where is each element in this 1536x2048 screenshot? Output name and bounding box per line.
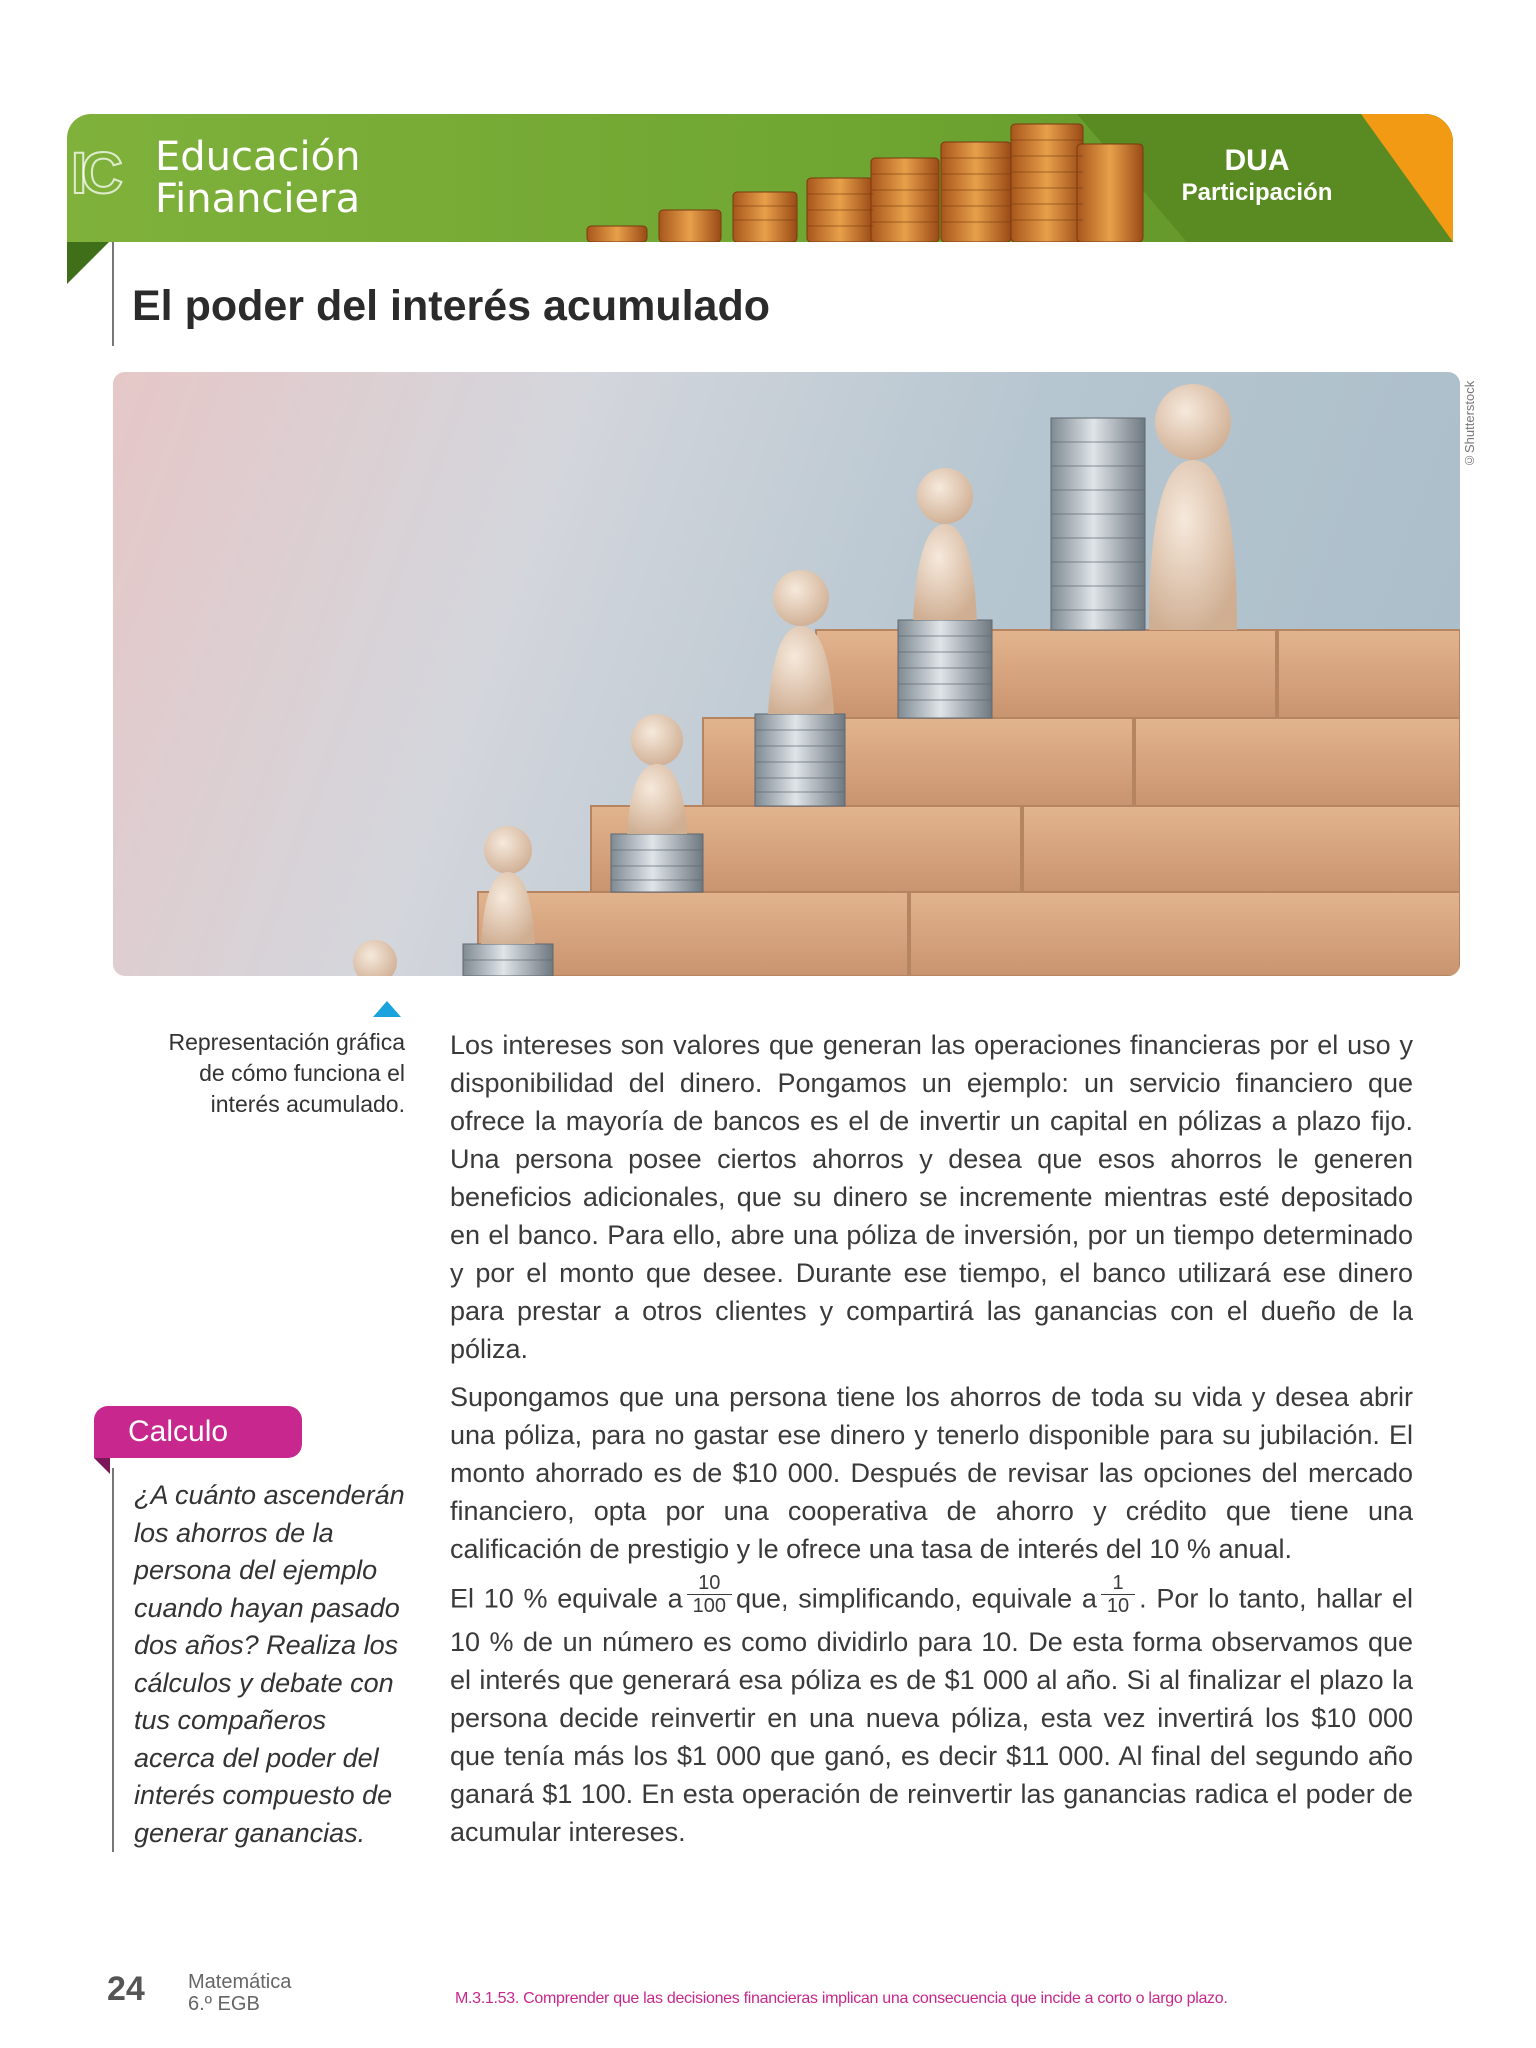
banner-fold	[67, 242, 109, 284]
subject-name: Matemática	[188, 1971, 292, 1993]
paragraph-3	[450, 1572, 1414, 1851]
blocks-and-figures-illustration	[113, 372, 1460, 976]
photo-credit: ©Shutterstock	[1462, 380, 1477, 468]
page-number: 24	[107, 1970, 145, 2008]
section-banner	[67, 114, 1453, 242]
fraction-numerator: 1	[1101, 1572, 1135, 1595]
curriculum-standard: M.3.1.53. Comprender que las decisiones financieras implican una consecuencia que incide a corto o largo plazo.	[455, 1990, 1228, 2007]
p3-part1: El 10 % equivale a	[450, 1583, 683, 1614]
footer-subject	[188, 1971, 291, 2015]
grade-level: 6.º EGB	[188, 1993, 260, 2015]
section-title-line1: Educación	[155, 134, 361, 180]
dua-subtitle: Participación	[1181, 179, 1333, 206]
calculo-tab-fold	[94, 1458, 110, 1474]
ic-logo: IC	[71, 141, 117, 206]
fraction-denominator: 10	[1106, 1595, 1130, 1617]
section-title	[155, 136, 360, 220]
dua-title: DUA	[1224, 144, 1290, 177]
p3-part2: que, simplificando, equivale a	[735, 1583, 1097, 1614]
page-title: El poder del interés acumulado	[132, 282, 770, 330]
p3-part3: . Por lo tanto, hallar el 10 % de un número es como dividirlo para 10. De esta forma observamos que el interés que generará esa póliza es de $1 000 al año. Si al finalizar el plazo la persona decide reinvertir en una nueva póliza, esta vez invertirá los $10 000 que tenía más los $1 000 que ganó, es decir $11 000. Al final del segundo año ganará $1 100. En esta operación de reinvertir las ganancias radica el poder de acumular intereses.	[450, 1583, 1414, 1847]
fraction-numerator: 10	[687, 1572, 732, 1595]
fraction-denominator: 100	[692, 1595, 726, 1617]
section-title-line2: Financiera	[155, 176, 361, 222]
calculo-question: ¿A cuánto ascenderán los ahorros de la persona del ejemplo cuando hayan pasado dos años? Realiza los cálculos y debate con tus compañeros acerca del poder del interés compuesto de generar ganancias.	[134, 1480, 405, 1848]
caption-arrow-icon	[373, 1001, 401, 1017]
calculo-tab: Calculo	[94, 1406, 302, 1458]
body-text	[450, 1026, 1413, 1861]
fraction-1-10	[1101, 1572, 1135, 1617]
paragraph-2: Supongamos que una persona tiene los ahorros de toda su vida y desea abrir una póliza, para no gastar ese dinero y tenerlo disponible para su jubilación. El monto ahorrado es de $10 000. Después de revisar las opciones del mercado financiero, opta por una cooperativa de ahorro y crédito que tiene una calificación de prestigio y le ofrece una tasa de interés del 10 % anual.	[450, 1382, 1413, 1564]
dua-label	[1157, 144, 1357, 208]
fraction-10-100	[687, 1572, 732, 1617]
photo-caption: Representación gráfica de cómo funciona el interés acumulado.	[168, 1029, 405, 1117]
interest-photo	[113, 372, 1460, 976]
paragraph-1: Los intereses son valores que generan las operaciones financieras por el uso y disponibilidad del dinero. Pongamos un ejemplo: un servicio financiero que ofrece la mayoría de bancos es el de invertir un capital en pólizas a plazo fijo. Una persona posee ciertos ahorros y desea que esos ahorros le generen beneficios adicionales, que su dinero se incremente mientras esté depositado en el banco. Para ello, abre una póliza de inversión, por un tiempo determinado y por el monto que desee. Durante ese tiempo, el banco utilizará ese dinero para prestar a otros clientes y compartirá las ganancias con el dueño de la póliza.	[450, 1030, 1413, 1364]
sidebar-rule	[112, 1468, 114, 1852]
coin-stacks-image	[517, 114, 1197, 242]
title-rule	[112, 242, 114, 346]
